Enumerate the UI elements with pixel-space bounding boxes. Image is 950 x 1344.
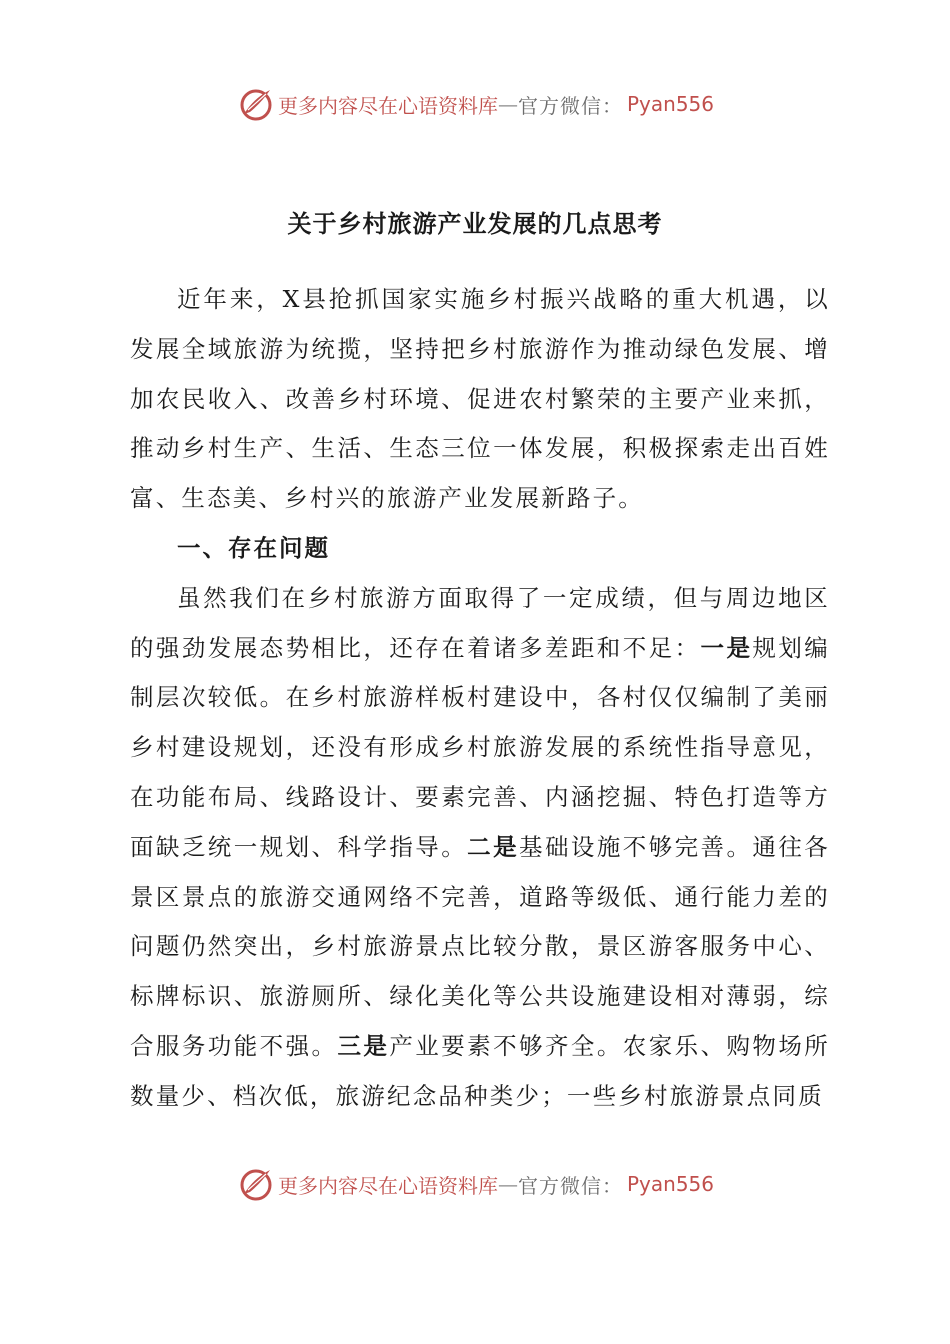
document-body [130, 275, 830, 1122]
problems-paragraph [130, 574, 830, 1122]
watermark-main-text: 更多内容尽在心语资料库 [277, 93, 498, 118]
watermark-wechat-id: Pyan556 [626, 92, 714, 116]
problems-lead: 虽然我们在乡村旅游方面取得了一定成绩，但与周边地区的强劲发展态势相比，还存在着诸多差距和不足： [130, 583, 830, 662]
watermark-footer [0, 1162, 950, 1206]
intro-paragraph: 近年来，X县抢抓国家实施乡村振兴战略的重大机遇，以发展全域旅游为统揽，坚持把乡村旅游作为推动绿色发展、增加农民收入、改善乡村环境、促进农村繁荣的主要产业来抓，推动乡村生产、生活、生态三位一体发展，积极探索走出百姓富、生态美、乡村兴的旅游产业发展新路子。 [130, 285, 830, 513]
point-two-label: 二是 [467, 832, 520, 861]
watermark-dash: — [497, 92, 518, 116]
watermark-wechat-id: Pyan556 [626, 1172, 714, 1196]
watermark-main-text: 更多内容尽在心语资料库 [277, 1173, 498, 1198]
point-three-label: 三是 [337, 1031, 390, 1060]
document-title: 关于乡村旅游产业发展的几点思考 [287, 209, 663, 238]
quill-logo-icon [236, 84, 276, 124]
point-one-text: 规划编制层次较低。在乡村旅游样板村建设中，各村仅仅编制了美丽乡村建设规划，还没有形成乡村旅游发展的系统性指导意见，在功能布局、线路设计、要素完善、内涵挖掘、特色打造等方面缺乏统一规划、科学指导。 [130, 633, 830, 861]
point-two-text: 基础设施不够完善。通往各景区景点的旅游交通网络不完善，道路等级低、通行能力差的问题仍然突出，乡村旅游景点比较分散，景区游客服务中心、标牌标识、旅游厕所、绿化美化等公共设施建设相对薄弱，综合服务功能不强。 [130, 832, 830, 1060]
point-one-label: 一是 [700, 633, 753, 662]
watermark-dash: — [497, 1172, 518, 1196]
watermark-header [0, 82, 950, 126]
watermark-official-label: 官方微信： [517, 93, 623, 118]
section-heading-problems: 一、存在问题 [177, 533, 330, 562]
quill-logo-icon [236, 1164, 276, 1204]
point-three-text: 产业要素不够齐全。农家乐、购物场所数量少、档次低，旅游纪念品种类少；一些乡村旅游景点同质 [130, 1031, 830, 1110]
watermark-official-label: 官方微信： [517, 1173, 623, 1198]
